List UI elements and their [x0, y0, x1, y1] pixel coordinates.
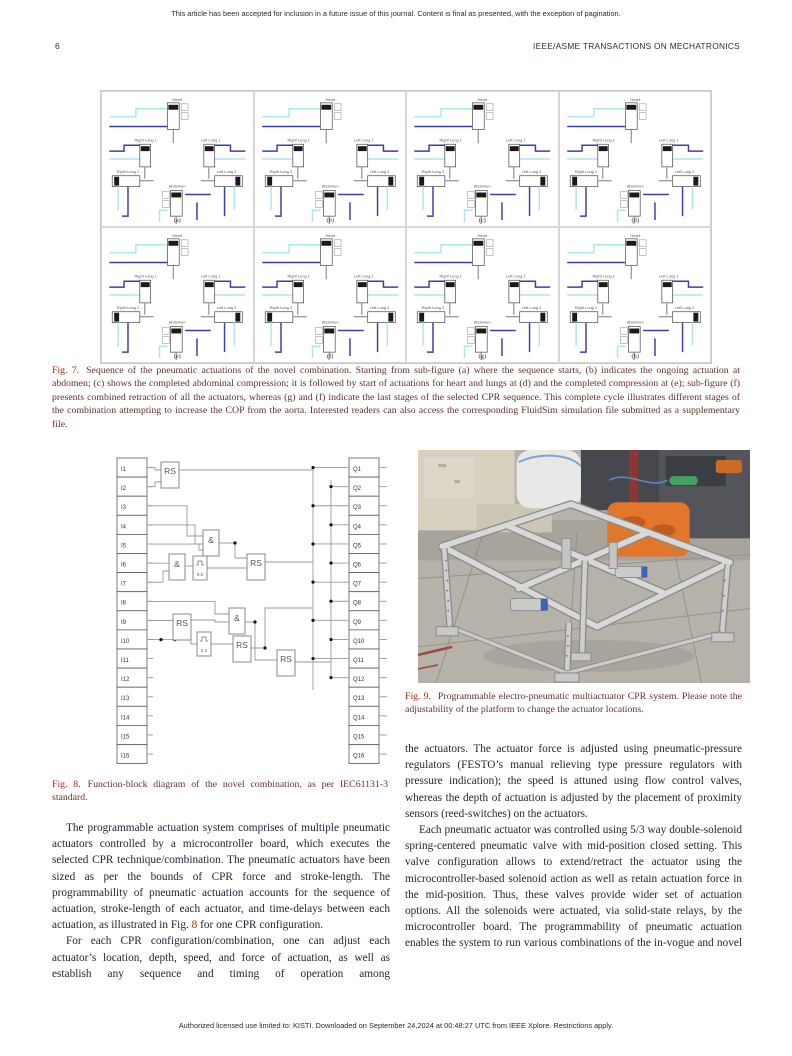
pneumatic-circuit-diagram — [407, 228, 558, 362]
actuator-label-left-lung-1: Left Lung 1 — [505, 137, 526, 143]
figure8-function-block-diagram — [115, 450, 391, 772]
pneumatic-circuit-diagram — [560, 228, 711, 362]
fbd-input-label: I7 — [121, 581, 127, 588]
actuator-label-right-lung-2: Right Lung 2 — [421, 304, 445, 310]
figure9-photo — [418, 450, 750, 683]
actuator-label-right-lung-1: Right Lung 1 — [287, 273, 310, 279]
actuator-label-right-lung-1: Right Lung 1 — [134, 273, 157, 279]
pneumatic-circuit-diagram — [102, 228, 253, 362]
fbd-output-label: Q15 — [353, 734, 365, 741]
fbd-input-label: I12 — [121, 677, 130, 684]
actuator-label-left-lung-2: Left Lung 2 — [216, 168, 237, 174]
dark-equipment — [581, 450, 659, 510]
actuator-label-right-lung-1: Right Lung 1 — [592, 137, 615, 143]
actuator-label-left-lung-1: Left Lung 1 — [353, 137, 374, 143]
and-block-label: & — [234, 613, 240, 623]
body-text: the actuators. The actuator force is adjusted using pneumatic-pressure regulators (FESTO’s manual relieving type pressure regulators with pressure indication); the speed is attuned using flow control valves, whereas the depth of actuation is adjusted by the placement of proximity sensors (reed-switches) on the actuators. — [405, 743, 742, 820]
panel-letter-label: (f) — [326, 353, 333, 361]
fbd-output-label: Q13 — [353, 696, 365, 703]
fbd-input-label: I13 — [121, 696, 130, 703]
fbd-input-label: I16 — [121, 753, 130, 760]
figure9-caption-tag: Fig. 9. — [405, 691, 431, 702]
actuator-label-left-lung-2: Left Lung 2 — [674, 168, 694, 174]
rs-block-label: RS — [236, 640, 248, 650]
actuator-label-right-lung-2: Right Lung 2 — [116, 304, 140, 310]
actuator-label-abdomen: Abdomen — [321, 183, 339, 189]
fbd-output-label: Q6 — [353, 562, 362, 569]
figure7-panel-a — [101, 91, 254, 227]
rs-block-label: RS — [280, 654, 292, 664]
actuator-label-left-lung-2: Left Lung 2 — [521, 304, 542, 310]
fbd-input-label: I5 — [121, 543, 127, 550]
actuator-label-heart: Heart — [477, 232, 488, 238]
actuator-label-right-lung-1: Right Lung 1 — [439, 273, 462, 279]
actuator-label-right-lung-1: Right Lung 1 — [287, 137, 310, 143]
fbd-input-label: I8 — [121, 600, 127, 607]
actuator-label-heart: Heart — [324, 232, 335, 238]
actuator-label-right-lung-1: Right Lung 1 — [134, 137, 157, 143]
actuator-label-abdomen: Abdomen — [473, 319, 491, 325]
paragraph — [405, 741, 742, 822]
body-text: The programmable actuation system comprises of multiple pneumatic actuators controlled by a microcontroller board, which executes the selected CPR technique/combination. The pneumatic actuators have been sized as per the bounds of CPR force and stroke-length. The programmability of pneumatic actuation accounts for the sequence of actuation, stroke-length of each actuator, and time-delays between each actuation, as illustrated in Fig. — [52, 822, 390, 932]
actuator-label-left-lung-2: Left Lung 2 — [521, 168, 542, 174]
fbd-output-label: Q2 — [353, 486, 362, 493]
fbd-input-label: I15 — [121, 734, 130, 741]
actuator-label-left-lung-1: Left Lung 1 — [505, 273, 526, 279]
actuator-label-heart: Heart — [324, 96, 335, 102]
actuator-label-heart: Heart — [477, 96, 488, 102]
actuator-label-left-lung-2: Left Lung 2 — [674, 304, 694, 310]
and-block-label: & — [174, 559, 180, 569]
actuator-label-left-lung-1: Left Lung 1 — [200, 273, 221, 279]
journal-running-header: IEEE/ASME TRANSACTIONS ON MECHATRONICS — [532, 41, 740, 51]
actuator-label-heart: Heart — [172, 96, 183, 102]
actuator-label-left-lung-1: Left Lung 1 — [200, 137, 221, 143]
timer-block-label: 0.2 — [200, 648, 208, 653]
acceptance-notice: This article has been accepted for inclusion in a future issue of this journal. Content is final as presented, with the exception of pagination. — [171, 9, 621, 18]
fbd-input-label: I10 — [121, 638, 130, 645]
panel-letter-label: (h) — [631, 353, 639, 361]
body-text: Each pneumatic actuator was controlled using 5/3 way double-solenoid spring-centered pneumatic valve with mid-position closed setting. This valve configuration allows to extend/retract the actuator using the microcontroller-based solenoid action as well as retain actuation force in the mid-position. Thus, these valves provide wider set of actuation options. All the solenoids were actuated, via solid-state relays, by the microcontroller board. The programmability of pneumatic actuation enables the system to run various combinations of the in-vogue and novel — [405, 824, 742, 950]
figure7-panel-c — [406, 91, 559, 227]
figure8-caption — [52, 778, 388, 805]
pneumatic-circuit-diagram — [255, 92, 406, 226]
body-left-column — [52, 820, 390, 982]
green-object — [670, 476, 698, 485]
figure-reference-link[interactable]: 8 — [191, 919, 198, 932]
figure7-caption — [52, 364, 740, 431]
pneumatic-circuit-diagram — [102, 92, 253, 226]
actuator-label-right-lung-2: Right Lung 2 — [574, 168, 597, 174]
fbd-output-label: Q16 — [353, 753, 365, 760]
fbd-input-label: I6 — [121, 562, 127, 569]
fbd-output-label: Q10 — [353, 638, 365, 645]
body-text: for one CPR configuration. — [197, 919, 324, 932]
cpr-platform-photo — [418, 450, 750, 683]
paragraph — [52, 820, 390, 933]
pneumatic-circuit-diagram — [560, 92, 711, 226]
fbd-input-label: I4 — [121, 524, 127, 531]
actuator-label-abdomen: Abdomen — [626, 319, 644, 325]
actuator-label-abdomen: Abdomen — [626, 183, 644, 189]
actuator-label-right-lung-2: Right Lung 2 — [116, 168, 140, 174]
actuator-label-heart: Heart — [172, 232, 183, 238]
pneumatic-circuit-diagram — [255, 228, 406, 362]
function-block-diagram — [115, 450, 391, 772]
actuator-label-abdomen: Abdomen — [473, 183, 491, 189]
body-text: For each CPR configuration/combination, one can adjust each actuator’s location, depth, speed, and force of actuation, as well as establish any sequence and timing of operation among — [52, 935, 390, 980]
panel-letter-label: (e) — [173, 353, 181, 361]
figure7-panel-d — [559, 91, 712, 227]
timer-block-label: 0.2 — [196, 572, 204, 577]
actuator-label-right-lung-1: Right Lung 1 — [592, 273, 615, 279]
actuator-label-left-lung-1: Left Lung 1 — [353, 273, 374, 279]
fbd-output-label: Q7 — [353, 581, 362, 588]
actuator-label-left-lung-1: Left Lung 1 — [658, 273, 679, 279]
actuator-label-right-lung-1: Right Lung 1 — [439, 137, 462, 143]
fbd-input-label: I9 — [121, 619, 127, 626]
actuator-label-abdomen: Abdomen — [168, 183, 186, 189]
figure7-panel-b — [254, 91, 407, 227]
figure7-panel-grid — [100, 90, 712, 364]
panel-letter-label: (a) — [173, 217, 181, 225]
pneumatic-circuit-diagram — [407, 92, 558, 226]
figure8-caption-tag: Fig. 8. — [52, 779, 81, 790]
fbd-output-label: Q4 — [353, 524, 362, 531]
figure8-caption-text: Function-block diagram of the novel combination, as per IEC61131-3 standard. — [52, 779, 388, 804]
figure7-panel-e — [101, 227, 254, 363]
panel-letter-label: (c) — [478, 217, 486, 225]
rs-block-label: RS — [164, 466, 176, 476]
actuator-label-abdomen: Abdomen — [168, 319, 186, 325]
figure9-caption — [405, 690, 742, 717]
body-right-column — [405, 741, 742, 952]
page-number: 6 — [55, 41, 60, 51]
panel-letter-label: (d) — [631, 217, 639, 225]
actuator-label-left-lung-2: Left Lung 2 — [369, 304, 389, 310]
actuator-label-left-lung-1: Left Lung 1 — [658, 137, 679, 143]
fbd-output-label: Q9 — [353, 619, 362, 626]
figure7-caption-text: Sequence of the pneumatic actuations of the novel combination. Starting from sub-figure (a) where the sequence starts, (b) indicates the ongoing actuation at abdomen; (c) shows the completed abdominal compression; it is followed by start of actuations for heart and lungs at (d) and the completed compression at (e); sub-figure (f) presents combined retraction of all the actuators, whereas (g) and (f) indicate the last stages of the selected CPR sequence. This complete cycle illustrates different stages of the combination attempting to increase the COP from the aorta. Interested readers can also access the corresponding FluidSim simulation file submitted as a supplementary file. — [52, 365, 740, 430]
actuator-label-left-lung-2: Left Lung 2 — [216, 304, 237, 310]
paragraph — [405, 822, 742, 952]
actuator-label-heart: Heart — [629, 232, 640, 238]
rs-block-label: RS — [250, 558, 262, 568]
actuator-label-left-lung-2: Left Lung 2 — [369, 168, 389, 174]
panel-letter-label: (b) — [326, 217, 334, 225]
fbd-input-label: I1 — [121, 467, 127, 473]
actuator-label-heart: Heart — [629, 96, 640, 102]
panel-letter-label: (g) — [478, 353, 486, 361]
actuator-label-right-lung-2: Right Lung 2 — [574, 304, 597, 310]
figure9-caption-text: Programmable electro-pneumatic multiactuator CPR system. Please note the adjustability of the platform to change the actuator locations. — [405, 691, 742, 716]
license-footer: Authorized licensed use limited to: KISTI. Downloaded on September 24,2024 at 00:48:27 UTC from IEEE Xplore. Restrictions apply. — [178, 1021, 614, 1030]
actuator-label-abdomen: Abdomen — [321, 319, 339, 325]
actuator-label-right-lung-2: Right Lung 2 — [269, 168, 292, 174]
fbd-input-label: I3 — [121, 505, 127, 512]
fbd-output-label: Q5 — [353, 543, 362, 550]
figure7-caption-tag: Fig. 7. — [52, 365, 80, 376]
fbd-output-label: Q12 — [353, 677, 365, 684]
fbd-output-label: Q8 — [353, 600, 362, 607]
fbd-input-label: I11 — [121, 658, 129, 664]
figure7-panel-f — [254, 227, 407, 363]
fbd-output-label: Q3 — [353, 505, 362, 512]
and-block-label: & — [208, 535, 214, 545]
figure7-panel-g — [406, 227, 559, 363]
fbd-output-label: Q14 — [353, 715, 365, 722]
rs-block-label: RS — [176, 618, 188, 628]
fbd-output-label: Q1 — [353, 467, 362, 473]
figure7-panel-h — [559, 227, 712, 363]
actuator-label-right-lung-2: Right Lung 2 — [421, 168, 445, 174]
fbd-input-label: I2 — [121, 486, 127, 493]
actuator-label-right-lung-2: Right Lung 2 — [269, 304, 292, 310]
paragraph — [52, 933, 390, 982]
fbd-output-label: Q11 — [353, 658, 364, 664]
fbd-input-label: I14 — [121, 715, 130, 722]
